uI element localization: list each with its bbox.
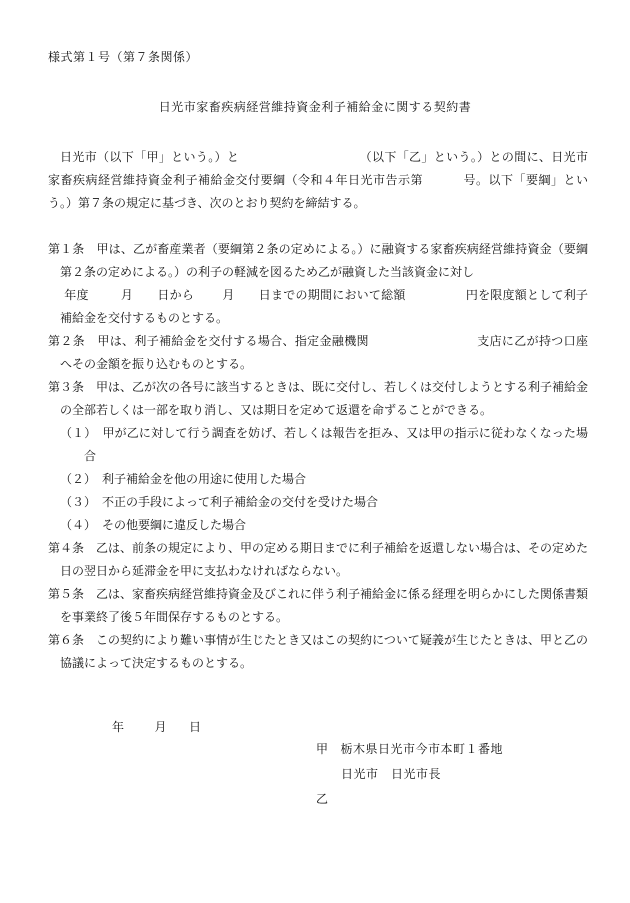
- article-5: 第５条 乙は、家畜疾病経営維持資金及びこれに伴う利子補給金に係る経理を明らかにした関係書類を事業終了後５年間保存するものとする。: [48, 587, 589, 624]
- article-1-part: 第１条 甲は、乙が畜産業者（要綱第２条の定めによる。）に融資する家畜疾病経営維持資金（要綱第２条の定めによる。）の利子の軽減を図るため乙が融資した当該資金に対し: [48, 242, 588, 279]
- article-4: 第４条 乙は、前条の規定により、甲の定める期日までに利子補給を返還しない場合は、その定めた日の翌日から延滞金を甲に支払わなければならない。: [48, 541, 589, 578]
- form-label: 様式第１号（第７条関係）: [48, 50, 199, 64]
- document-title: 日光市家畜疾病経営維持資金利子補給金に関する契約書: [158, 100, 472, 114]
- article-1-part: 年度: [64, 288, 89, 302]
- article-1-part: 日から: [157, 288, 195, 302]
- date-month: 月: [154, 720, 168, 734]
- article-3-item: （４） その他要綱に違反した場合: [60, 518, 247, 532]
- article-1-part: 月: [222, 288, 235, 302]
- article-3-item: （２） 利子補給金を他の用途に使用した場合: [60, 472, 307, 486]
- date-day: 日: [189, 720, 202, 734]
- party-otsu-label: 乙: [316, 792, 329, 806]
- article-1-part: 月: [120, 288, 134, 302]
- preamble-part: 日光市（以下「甲」という。）と: [60, 150, 240, 164]
- article-2: [48, 330, 588, 376]
- article-2-part: 支店に乙が持つ口座へその金額を振り込むものとする。: [60, 334, 588, 371]
- party-kou-address-line: [316, 741, 503, 757]
- article-2-part: 第２条 甲は、利子補給金を交付する場合、指定金融機関: [48, 334, 369, 348]
- preamble-part: 号。以下「要綱」という。）第７条の規定に基づき、次のとおり契約を締結する。: [48, 173, 588, 210]
- party-kou-label: 甲: [316, 742, 329, 756]
- article-6: 第６条 この契約により難い事情が生じたとき又はこの契約について疑義が生じたときは、甲と乙の協議によって決定するものとする。: [48, 633, 588, 670]
- article-3: 第３条 甲は、乙が次の各号に該当するときは、既に交付し、若しくは交付しようとする利子補給金の全部若しくは一部を取り消し、又は期日を定めて返還を命ずることができる。: [48, 380, 589, 417]
- article-1-part: 日までの期間において総額: [258, 288, 406, 302]
- article-3-item: （１） 甲が乙に対して行う調査を妨げ、若しくは報告を拒み、又は甲の指示に従わなくなった場合: [60, 426, 588, 463]
- signature-date: [112, 719, 202, 735]
- article-1: [48, 238, 588, 330]
- preamble: [48, 146, 588, 215]
- party-kou-name: 日光市 日光市長: [341, 767, 442, 781]
- article-3-item: （３） 不正の手段によって利子補給金の交付を受けた場合: [60, 495, 379, 509]
- article-1-part: 円を限度額として利子補給金を交付するものとする。: [60, 288, 588, 325]
- preamble-part: （以下「乙」という。）との間に、日光市家畜疾病経営維持資金利子補給金交付要綱（令和４年日光市告示第: [48, 150, 588, 187]
- articles: [48, 238, 588, 675]
- party-kou-address: 栃木県日光市今市本町１番地: [340, 742, 504, 756]
- date-year: 年: [112, 720, 125, 734]
